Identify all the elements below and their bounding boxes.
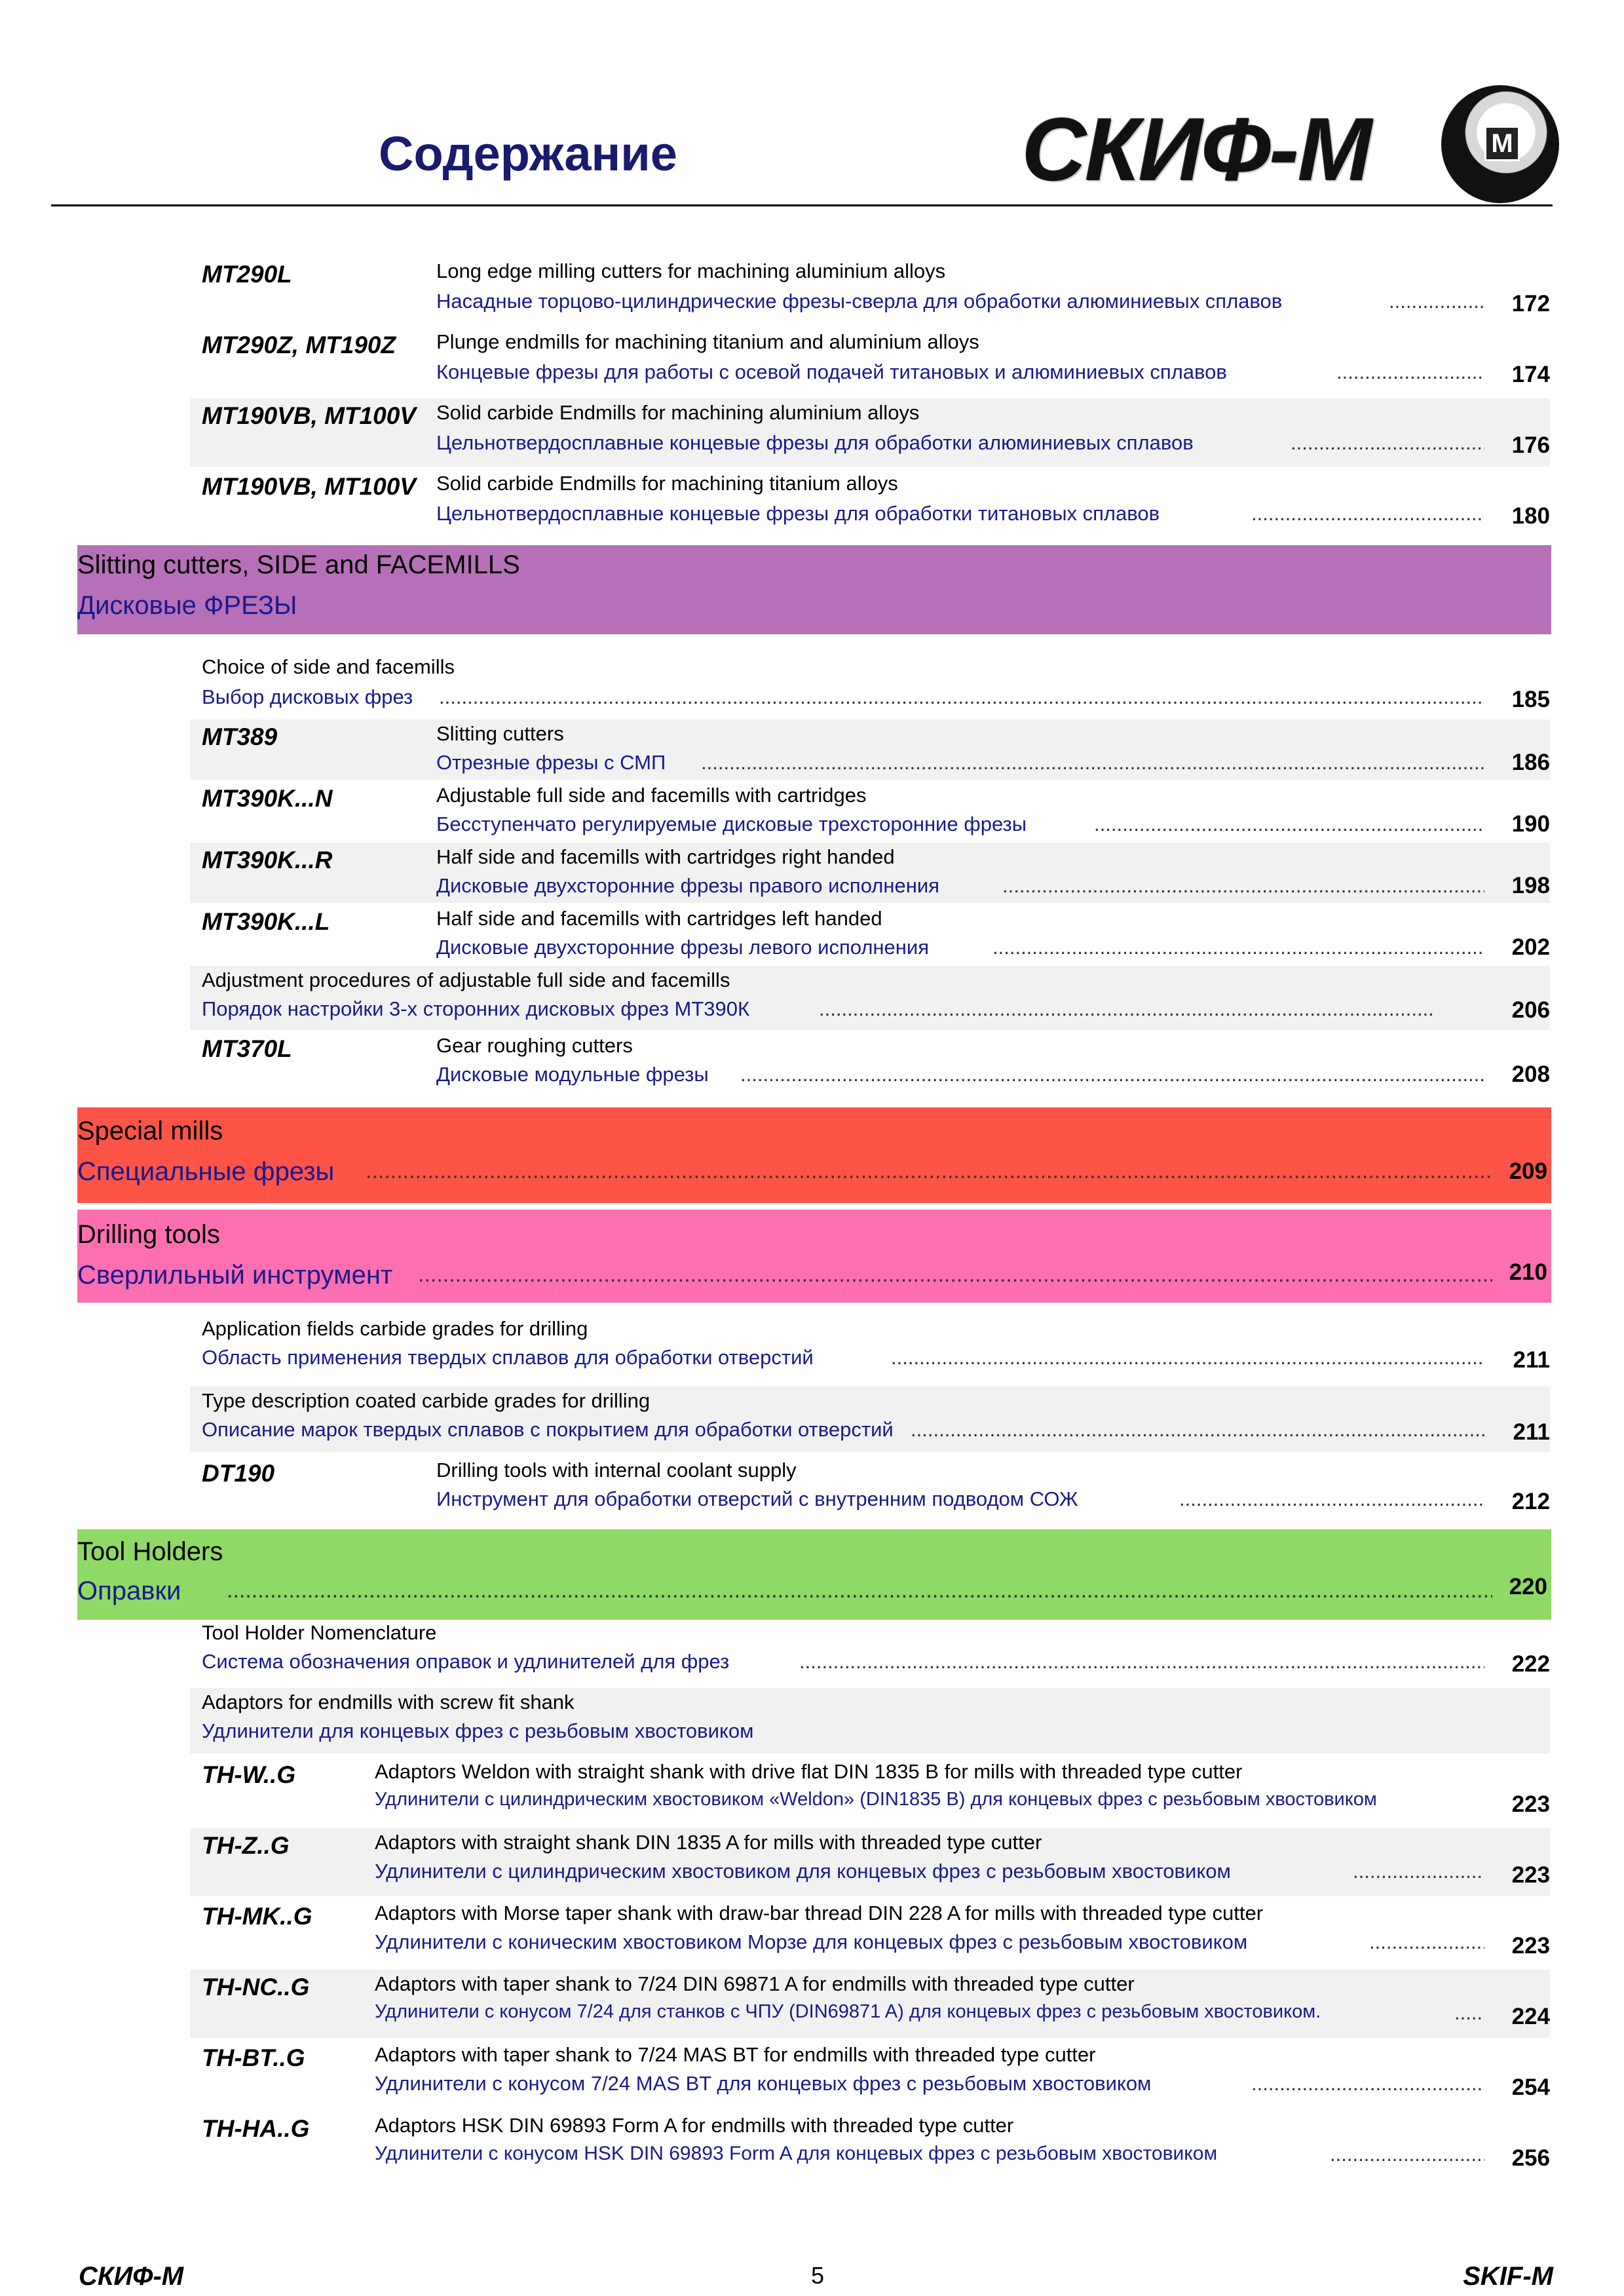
section-page: 209 [1509, 1158, 1547, 1184]
entry-title-ru: Бесступенчато регулируемые дисковые трехсторонние фрезы [436, 813, 1027, 835]
entry-page: 176 [1511, 432, 1550, 458]
toc-entry[interactable] [190, 653, 1550, 718]
toc-entry[interactable] [190, 904, 1550, 965]
entry-page: 206 [1511, 997, 1550, 1023]
entry-title-en: Plunge endmills for machining titanium and aluminium alloys [436, 330, 979, 353]
toc-entry[interactable] [190, 257, 1550, 325]
toc-entry[interactable] [190, 2111, 1550, 2179]
entry-title-en: Long edge milling cutters for machining aluminium alloys [436, 259, 946, 282]
entry-page: 208 [1511, 1062, 1550, 1087]
dot-leader [1369, 1930, 1484, 1951]
section-band-tool-holders[interactable] [77, 1529, 1551, 1620]
entry-title-ru: Удлинители для концевых фрез с резьбовым хвостовиком [202, 1719, 754, 1742]
entry-title-en: Adaptors for endmills with screw fit shank [202, 1691, 575, 1713]
toc-entry[interactable] [190, 843, 1550, 903]
dot-leader [1389, 290, 1484, 311]
entry-title-ru: Порядок настройки 3-х сторонних дисковых фрез МТ390К [202, 997, 750, 1020]
entry-page: 254 [1511, 2075, 1550, 2100]
toc-entry[interactable] [190, 1387, 1550, 1452]
dot-leader [1002, 874, 1484, 895]
dot-leader [1330, 2143, 1484, 2164]
header-divider [51, 204, 1553, 206]
entry-title-ru: Система обозначения оправок и удлинителей для фрез [202, 1650, 730, 1673]
toc-entry[interactable] [190, 469, 1550, 537]
entry-title-ru: Цельнотвердосплавные концевые фрезы для обработки титановых сплавов [436, 502, 1160, 525]
dot-leader [799, 1650, 1484, 1671]
company-logo [1022, 98, 1559, 203]
dot-leader [439, 685, 1484, 706]
entry-page: 186 [1511, 750, 1550, 775]
toc-entry[interactable] [190, 966, 1550, 1030]
entry-code: MT370L [202, 1035, 292, 1062]
dot-leader [740, 1063, 1484, 1084]
entry-title-en: Adaptors Weldon with straight shank with drive flat DIN 1835 B for mills with threaded type cutter [375, 1760, 1243, 1783]
entry-title-en: Solid carbide Endmills for machining titanium alloys [436, 472, 898, 495]
entry-title-en: Solid carbide Endmills for machining aluminium alloys [436, 401, 920, 424]
toc-entry[interactable] [190, 1828, 1550, 1896]
entry-code: MT290Z, MT190Z [202, 332, 396, 358]
dot-leader [418, 1262, 1492, 1288]
entry-title-ru: Удлинители с конусом 7/24 MAS BT для концевых фрез с резьбовым хвостовиком [375, 2072, 1152, 2095]
section-page: 210 [1509, 1259, 1547, 1285]
entry-page: 190 [1511, 811, 1550, 837]
entry-title-ru: Удлинители с коническим хвостовиком Морзе для концевых фрез с резьбовым хвостовиком [375, 1930, 1248, 1953]
entry-title-ru: Удлинители с конусом HSK DIN 69893 Form A для концевых фрез с резьбовым хвостовиком [375, 2143, 1218, 2164]
toc-entry[interactable] [190, 1618, 1550, 1685]
entry-title-en: Choice of side and facemills [202, 655, 455, 678]
entry-title-ru: Цельнотвердосплавные концевые фрезы для обработки алюминиевых сплавов [436, 431, 1194, 454]
entry-code: DT190 [202, 1460, 275, 1487]
toc-entry[interactable] [190, 1314, 1550, 1380]
dot-leader [1251, 502, 1484, 523]
entry-page: 185 [1511, 687, 1550, 712]
dot-leader [1353, 1860, 1484, 1881]
toc-entry[interactable] [190, 719, 1550, 780]
entry-title-en: Adaptors with taper shank to 7/24 DIN 69871 A for endmills with threaded type cutter [375, 1972, 1135, 1995]
section-page: 220 [1509, 1574, 1547, 1599]
dot-leader [992, 936, 1484, 957]
entry-title-ru: Область применения твердых сплавов для обработки отверстий [202, 1346, 814, 1369]
entry-code: MT190VB, MT100V [202, 473, 416, 500]
dot-leader [1454, 2001, 1484, 2022]
entry-title-en: Adaptors with straight shank DIN 1835 A for mills with threaded type cutter [375, 1831, 1042, 1854]
logo-text: СКИФ-М [1022, 100, 1371, 199]
entry-title-ru: Удлинители с конусом 7/24 для станков с ЧПУ (DIN69871 A) для концевых фрез с резьбовым хвостовиком. [375, 2001, 1321, 2022]
toc-entry[interactable] [190, 1970, 1550, 2038]
entry-code: MT390K...R [202, 847, 333, 873]
entry-title-en: Adaptors with taper shank to 7/24 MAS BT for endmills with threaded type cutter [375, 2043, 1096, 2066]
entry-title-en: Type description coated carbide grades for drilling [202, 1389, 651, 1412]
entry-code: TH-HA..G [202, 2115, 310, 2142]
entry-title-ru: Концевые фрезы для работы с осевой подачей титановых и алюминиевых сплавов [436, 360, 1227, 383]
logo-badge: M [1484, 126, 1520, 161]
entry-title-en: Adjustable full side and facemills with cartridges [436, 784, 867, 807]
footer-brand-en: SKIF-M [1463, 2262, 1553, 2291]
entry-code: MT390K...L [202, 908, 330, 935]
toc-entry[interactable] [190, 1899, 1550, 1967]
entry-title-en: Half side and facemills with cartridges left handed [436, 907, 882, 930]
section-title-en: Drilling tools [77, 1220, 220, 1249]
entry-title-en: Drilling tools with internal coolant supply [436, 1459, 797, 1482]
entry-title-en: Tool Holder Nomenclature [202, 1621, 437, 1644]
dot-leader [819, 997, 1432, 1018]
section-title-ru: Специальные фрезы [77, 1157, 335, 1186]
dot-leader [227, 1578, 1492, 1604]
dot-leader [366, 1158, 1492, 1185]
entry-code: MT290L [202, 261, 292, 288]
toc-entry[interactable] [190, 1688, 1550, 1753]
entry-code: MT190VB, MT100V [202, 402, 416, 429]
section-title-en: Slitting cutters, SIDE and FACEMILLS [77, 550, 520, 579]
entry-title-ru: Выбор дисковых фрез [202, 685, 413, 708]
entry-page: 223 [1511, 1933, 1550, 1959]
entry-title-ru: Удлинители с цилиндрическим хвостовиком для концевых фрез с резьбовым хвостовиком [375, 1860, 1231, 1883]
section-title-ru: Оправки [77, 1577, 181, 1605]
entry-code: MT390K...N [202, 785, 333, 812]
entry-title-ru: Отрезные фрезы с СМП [436, 751, 666, 774]
dot-leader [891, 1346, 1484, 1367]
dot-leader [701, 751, 1484, 772]
entry-page: 198 [1511, 873, 1550, 898]
section-band-drilling-tools[interactable] [77, 1210, 1551, 1303]
entry-title-en: Adaptors with Morse taper shank with draw-bar thread DIN 228 A for mills with threaded type cutter [375, 1902, 1264, 1924]
section-title-ru: Сверлильный инструмент [77, 1261, 393, 1290]
entry-title-ru: Инструмент для обработки отверстий с внутренним подводом СОЖ [436, 1487, 1078, 1510]
entry-title-en: Gear roughing cutters [436, 1034, 633, 1057]
toc-entry[interactable] [190, 1456, 1550, 1524]
entry-title-en: Half side and facemills with cartridges right handed [436, 845, 895, 868]
entry-title-ru: Описание марок твердых сплавов с покрытием для обработки отверстий [202, 1418, 894, 1441]
entry-page: 222 [1511, 1651, 1550, 1677]
entry-code: TH-W..G [202, 1761, 296, 1788]
footer-brand-ru: СКИФ-М [79, 2262, 184, 2291]
entry-page: 212 [1511, 1489, 1550, 1514]
toc-entry[interactable] [190, 398, 1550, 467]
entry-page: 180 [1511, 503, 1550, 529]
entry-page: 202 [1511, 934, 1550, 960]
entry-code: TH-BT..G [202, 2044, 305, 2071]
entry-page: 256 [1511, 2145, 1550, 2171]
entry-title-ru: Дисковые двухсторонние фрезы левого исполнения [436, 936, 929, 959]
dot-leader [1179, 1487, 1484, 1508]
entry-title-ru: Дисковые модульные фрезы [436, 1063, 709, 1086]
entry-page: 172 [1511, 291, 1550, 316]
dot-leader [911, 1418, 1484, 1439]
entry-title-en: Adaptors HSK DIN 69893 Form A for endmills with threaded type cutter [375, 2114, 1014, 2137]
entry-title-ru: Дисковые двухсторонние фрезы правого исполнения [436, 874, 939, 897]
page-title: Содержание [379, 126, 677, 181]
entry-code: TH-NC..G [202, 1974, 310, 2000]
entry-title-en: Adjustment procedures of adjustable full side and facemills [202, 968, 730, 991]
page-number: 5 [811, 2262, 825, 2289]
dot-leader [1336, 360, 1484, 381]
section-title-en: Tool Holders [77, 1537, 223, 1566]
entry-code: TH-MK..G [202, 1903, 312, 1930]
entry-title-ru: Насадные торцово-цилиндрические фрезы-сверла для обработки алюминиевых сплавов [436, 290, 1283, 313]
entry-code: MT389 [202, 723, 278, 750]
section-band-special-mills[interactable] [77, 1107, 1551, 1203]
dot-leader [1094, 813, 1484, 833]
toc-entry[interactable] [190, 2040, 1550, 2109]
toc-entry[interactable] [190, 1031, 1550, 1096]
toc-entry[interactable] [190, 781, 1550, 841]
entry-title-en: Application fields carbide grades for drilling [202, 1317, 588, 1340]
section-title-en: Special mills [77, 1117, 223, 1145]
entry-page: 223 [1511, 1862, 1550, 1888]
section-band-slitting[interactable] [77, 545, 1551, 634]
entry-page: 211 [1513, 1347, 1550, 1373]
entry-page: 224 [1511, 2004, 1550, 2029]
logo-emblem-icon [1441, 85, 1559, 203]
entry-page: 223 [1511, 1791, 1550, 1817]
entry-page: 174 [1511, 362, 1550, 387]
entry-title-en: Slitting cutters [436, 722, 564, 745]
entry-page: 211 [1513, 1419, 1550, 1445]
entry-code: TH-Z..G [202, 1832, 290, 1859]
section-title-ru: Дисковые ФРЕЗЫ [77, 591, 297, 620]
dot-leader [1291, 431, 1484, 452]
toc-entry[interactable] [190, 328, 1550, 396]
toc-entry[interactable] [190, 1757, 1550, 1826]
dot-leader [1251, 2072, 1484, 2093]
entry-title-ru: Удлинители с цилиндрическим хвостовиком «Weldon» (DIN1835 B) для концевых фрез с резьбовым хвостовиком [375, 1789, 1377, 1810]
